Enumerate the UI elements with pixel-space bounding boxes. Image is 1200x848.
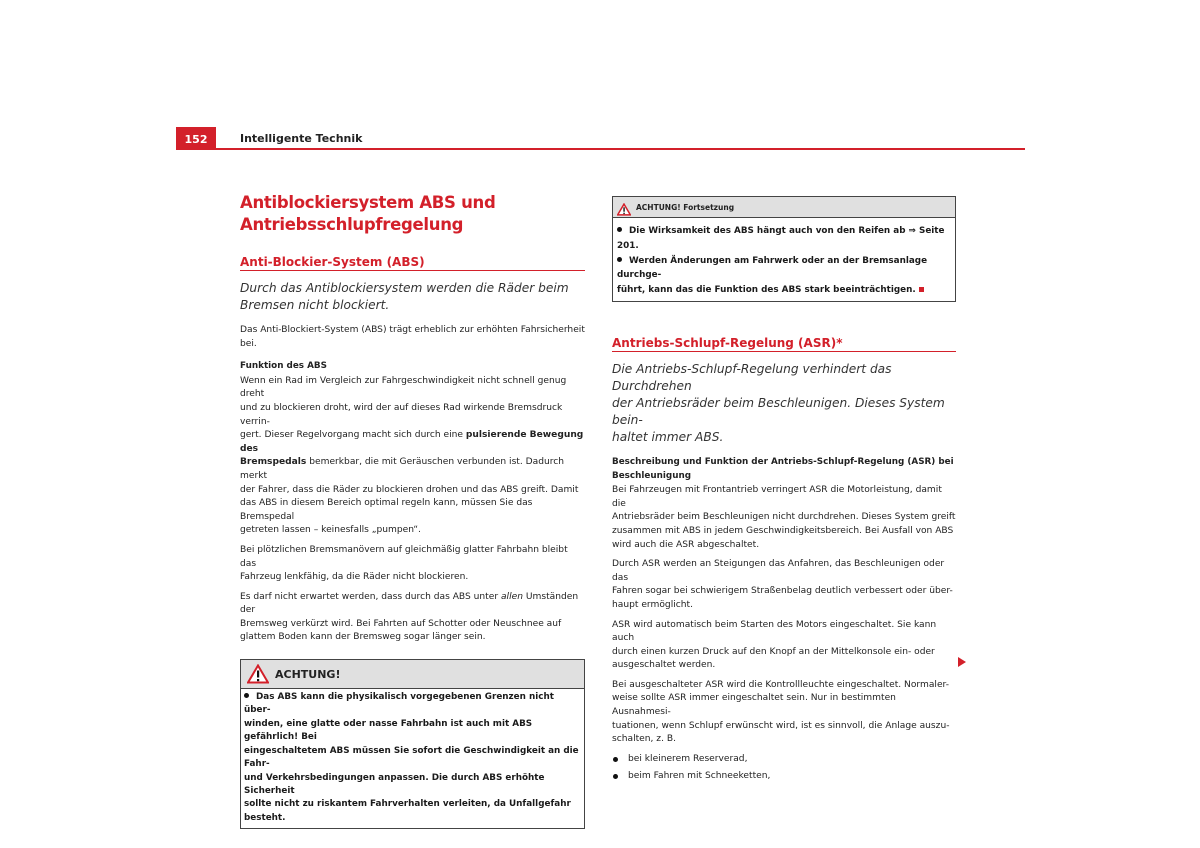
abs-function-heading: Funktion des ABS (240, 361, 327, 372)
abs-intro (240, 324, 585, 351)
asr-subheading-line: Beschleunigung (612, 470, 692, 481)
asr-p1-line: wird auch die ASR abgeschaltet. (612, 539, 760, 550)
warning-triangle-icon (247, 664, 269, 684)
abs-p3-line: Umständen der (240, 591, 579, 616)
asr-subheading (612, 456, 956, 483)
warning-continued-line: führt, kann das die Funktion des ABS stark beeinträchtigen. (617, 285, 916, 296)
asr-p1-line: Bei Fahrzeugen mit Frontantrieb verringert ASR die Motorleistung, damit die (612, 485, 942, 509)
abs-paragraph-2 (240, 544, 585, 585)
abs-intro-line: bei. (240, 338, 257, 349)
abs-warning-continued-body (613, 218, 955, 301)
abs-lead-line: Bremsen nicht blockiert. (240, 298, 390, 312)
warning-continued-line: Werden Änderungen am Fahrwerk oder an der Bremsanlage durchge- (617, 255, 928, 281)
bullet (613, 757, 618, 762)
right-column (612, 196, 956, 788)
abs-warning-header (241, 660, 584, 689)
abs-p2-line: Bei plötzlichen Bremsmanövern auf gleichmäßig glatter Fahrbahn bleibt das (240, 544, 568, 569)
abs-p1-line: und zu blockieren droht, wird der auf dieses Rad wirkende Bremsdruck verrin- (240, 402, 563, 427)
abs-p1-emphasis: pulsierende Bewegung des (240, 430, 584, 454)
bullet (617, 257, 622, 262)
asr-list (612, 753, 956, 784)
abs-warning-line: eingeschaltetem ABS müssen Sie sofort die Geschwindigkeit an die Fahr- (244, 745, 579, 770)
list-item-text: beim Fahren mit Schneeketten, (628, 771, 771, 782)
abs-p3-line: glattem Boden kann der Bremsweg sogar länger sein. (240, 632, 486, 643)
asr-paragraph-1 (612, 484, 956, 552)
abs-p3-italic: allen (500, 591, 523, 602)
abs-warning-line: und Verkehrsbedingungen anpassen. Die durch ABS erhöhte Sicherheit (244, 772, 545, 796)
list-item-text: bei kleinerem Reserverad, (628, 753, 748, 764)
page-number: 152 (176, 127, 216, 149)
asr-lead (612, 361, 956, 446)
asr-paragraph-3 (612, 619, 956, 673)
asr-section-heading: Antriebs-Schlupf-Regelung (ASR)* (612, 336, 956, 352)
abs-warning-continued-title: ACHTUNG! Fortsetzung (636, 202, 735, 212)
asr-p3-line: ASR wird automatisch beim Starten des Motors eingeschaltet. Sie kann auch (612, 619, 937, 644)
abs-warning-body (241, 689, 584, 828)
asr-p3-line: durch einen kurzen Druck auf den Knopf an der Mittelkonsole ein- oder (612, 646, 935, 657)
abs-p3-line: Es darf nicht erwartet werden, dass durch das ABS unter (240, 591, 501, 602)
header-section-title: Intelligente Technik (240, 132, 363, 145)
main-title-line-1: Antiblockiersystem ABS und (240, 193, 496, 212)
abs-paragraph-3 (240, 591, 585, 645)
asr-lead-line: haltet immer ABS. (612, 429, 724, 444)
asr-p4-line: schalten, z. B. (612, 734, 676, 745)
abs-lead (240, 280, 585, 314)
continue-arrow-icon (958, 657, 966, 667)
asr-p1-line: Antriebsräder beim Beschleunigen nicht durchdrehen. Dieses System greift (612, 512, 956, 523)
abs-p1-line: Wenn ein Rad im Vergleich zur Fahrgeschwindigkeit nicht schnell genug dreht (240, 375, 567, 400)
abs-warning-line: Das ABS kann die physikalisch vorgegebenen Grenzen nicht über- (244, 692, 554, 716)
asr-paragraph-2 (612, 558, 956, 612)
asr-p4-line: weise sollte ASR immer eingeschaltet sein. Nur in bestimmten Ausnahmesi- (612, 693, 896, 718)
abs-p1-line: gert. Dieser Regelvorgang macht sich durch eine (240, 430, 466, 441)
end-of-section-marker (919, 287, 924, 292)
abs-p1-line: getreten lassen – keinesfalls „pumpen“. (240, 525, 421, 536)
asr-lead-line: Die Antriebs-Schlupf-Regelung verhindert das Durchdrehen (612, 361, 892, 393)
abs-section-heading: Anti-Blockier-System (ABS) (240, 255, 585, 271)
left-column (240, 192, 585, 829)
warning-continued-line: Die Wirksamkeit des ABS hängt auch von den Reifen ab ⇒ Seite 201. (617, 226, 945, 251)
abs-lead-line: Durch das Antiblockiersystem werden die Räder beim (240, 281, 569, 295)
abs-p3-line: Bremsweg verkürzt wird. Bei Fahrten auf Schotter oder Neuschnee auf (240, 618, 562, 629)
asr-paragraph-4 (612, 679, 956, 747)
abs-paragraph-1 (240, 375, 585, 538)
abs-warning-continued-box (612, 196, 956, 302)
abs-p2-line: Fahrzeug lenkfähig, da die Räder nicht blockieren. (240, 572, 469, 583)
abs-warning-continued-header (613, 197, 955, 218)
abs-warning-box (240, 659, 585, 829)
asr-p2-line: haupt ermöglicht. (612, 599, 693, 610)
abs-warning-line: winden, eine glatte oder nasse Fahrbahn ist auch mit ABS gefährlich! Bei (244, 718, 533, 743)
asr-p1-line: zusammen mit ABS in jedem Geschwindigkeitsbereich. Bei Ausfall von ABS (612, 525, 954, 536)
abs-warning-line: sollte nicht zu riskantem Fahrverhalten verleiten, da Unfallgefahr besteht. (244, 799, 571, 823)
asr-subheading-line: Beschreibung und Funktion der Antriebs-Schlupf-Regelung (ASR) bei (612, 456, 954, 467)
asr-p4-line: tuationen, wenn Schlupf erwünscht wird, ist es sinnvoll, die Anlage auszu- (612, 720, 950, 731)
main-title-line-2: Antriebsschlupfregelung (240, 215, 464, 234)
warning-triangle-icon (617, 201, 631, 214)
main-title (240, 192, 585, 236)
asr-p2-line: Durch ASR werden an Steigungen das Anfahren, das Beschleunigen oder das (612, 559, 945, 583)
abs-p1-line: das ABS in diesem Bereich optimal regeln kann, müssen Sie das Bremspedal (240, 498, 533, 522)
asr-p2-line: Fahren sogar bei schwierigem Straßenbelag deutlich verbessert oder über- (612, 586, 953, 597)
list-item (612, 753, 956, 767)
abs-intro-line: Das Anti-Blockiert-System (ABS) trägt erheblich zur erhöhten Fahrsicherheit (240, 325, 585, 335)
header-rule (176, 148, 1025, 150)
abs-p1-line: der Fahrer, dass die Räder zu blockieren drohen und das ABS greift. Damit (240, 484, 579, 495)
list-item (612, 770, 956, 784)
abs-p1-emphasis: Bremspedals (240, 457, 307, 468)
abs-warning-title: ACHTUNG! (275, 667, 341, 681)
asr-lead-line: der Antriebsräder beim Beschleunigen. Dieses System bein- (612, 395, 945, 427)
bullet (613, 774, 618, 779)
bullet (244, 693, 249, 698)
asr-p3-line: ausgeschaltet werden. (612, 660, 716, 671)
bullet (617, 227, 622, 232)
asr-p4-line: Bei ausgeschalteter ASR wird die Kontrollleuchte eingeschaltet. Normaler- (612, 679, 949, 690)
abs-p1-line: bemerkbar, die mit Geräuschen verbunden ist. Dadurch merkt (240, 457, 565, 481)
